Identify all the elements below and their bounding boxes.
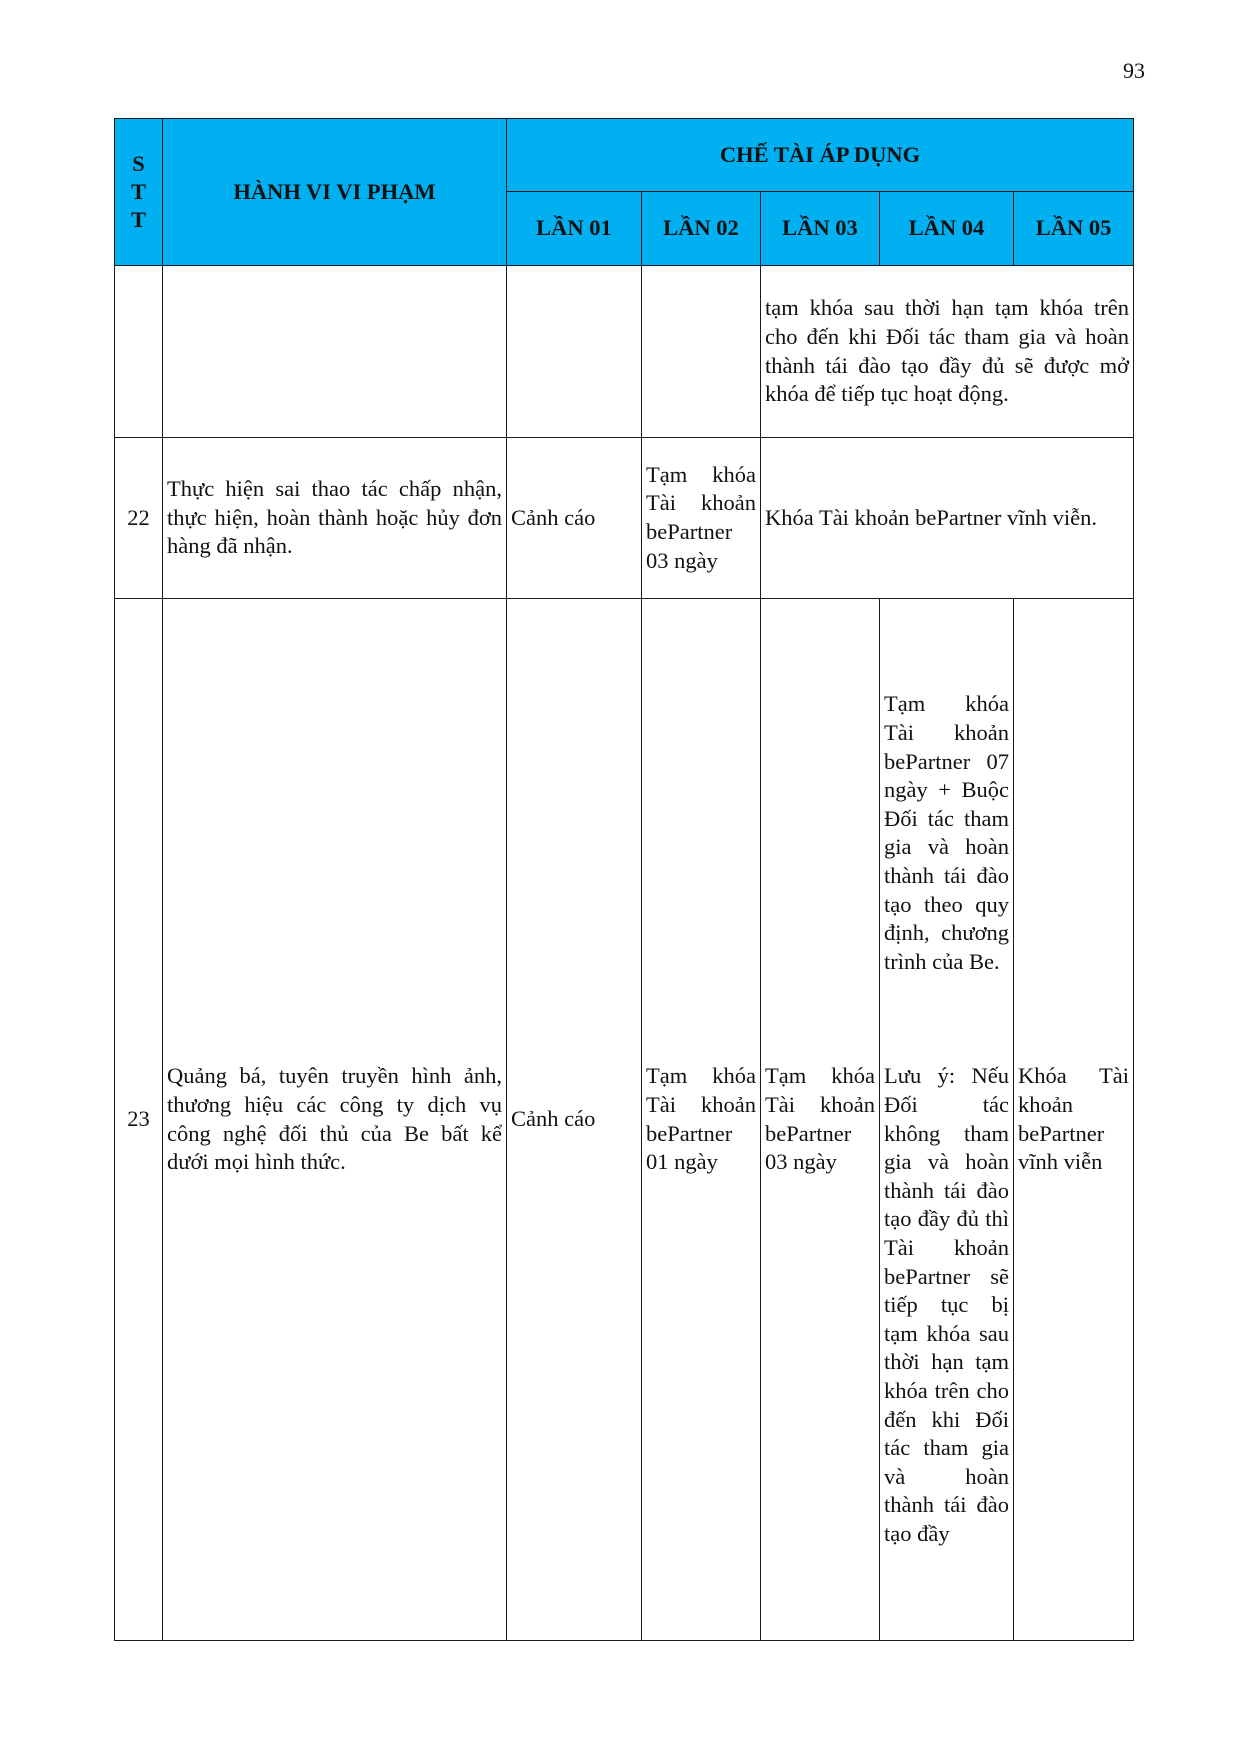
stt-header (115, 119, 163, 266)
cell-lan-02: Tạm khóa Tài khoản bePartner 01 ngày (642, 599, 761, 1641)
cell-stt: 23 (115, 599, 163, 1641)
cell-lan-04 (880, 599, 1014, 1641)
cell-lan-03: Tạm khóa Tài khoản bePartner 03 ngày (761, 599, 880, 1641)
stt-header-char: T (130, 179, 146, 204)
header-row-top (115, 119, 1134, 192)
header-lan-02: LẦN 02 (642, 192, 761, 266)
sanctions-table (114, 118, 1134, 1641)
stt-header-char: T (130, 207, 146, 232)
cell-lan-03-05: Khóa Tài khoản bePartner vĩnh viễn. (761, 438, 1134, 599)
header-lan-04: LẦN 04 (880, 192, 1014, 266)
note-spacer (884, 976, 1009, 1062)
header-lan-01: LẦN 01 (507, 192, 642, 266)
cell-lan-01: Cảnh cáo (507, 438, 642, 599)
page-number: 93 (1123, 58, 1145, 83)
cell-lan-05: Khóa Tài khoản bePartner vĩnh viễn (1014, 599, 1134, 1641)
lan-04-main-text: Tạm khóa Tài khoản bePartner 07 ngày + Buộc Đối tác tham gia và hoàn thành tái đào tạo theo quy định, chương trình của Be. (884, 691, 1009, 974)
lan-04-note-text: Lưu ý: Nếu Đối tác không tham gia và hoàn thành tái đào tạo đầy đủ thì Tài khoản bePartner sẽ tiếp tục bị tạm khóa sau thời hạn tạm khóa trên cho đến khi Đối tác tham gia và hoàn thành tái đào tạo đầy (884, 1063, 1009, 1546)
cell-stt: 22 (115, 438, 163, 599)
table-row-22 (115, 438, 1134, 599)
cell-lan-02 (642, 266, 761, 438)
cell-violation: Thực hiện sai thao tác chấp nhận, thực hiện, hoàn thành hoặc hủy đơn hàng đã nhận. (163, 438, 507, 599)
table-row-23 (115, 599, 1134, 1641)
stt-header-char: S (132, 151, 145, 176)
cell-violation (163, 266, 507, 438)
cell-lan-01 (507, 266, 642, 438)
cell-lan-01: Cảnh cáo (507, 599, 642, 1641)
sanction-group-header: CHẾ TÀI ÁP DỤNG (507, 119, 1134, 192)
table-row-continued (115, 266, 1134, 438)
header-lan-05: LẦN 05 (1014, 192, 1134, 266)
cell-lan-03-05: tạm khóa sau thời hạn tạm khóa trên cho đến khi Đối tác tham gia và hoàn thành tái đào tạo đầy đủ sẽ được mở khóa để tiếp tục hoạt động. (761, 266, 1134, 438)
violation-header: HÀNH VI VI PHẠM (163, 119, 507, 266)
cell-violation: Quảng bá, tuyên truyền hình ảnh, thương hiệu các công ty dịch vụ công nghệ đối thủ của Be bất kể dưới mọi hình thức. (163, 599, 507, 1641)
cell-stt (115, 266, 163, 438)
cell-lan-02: Tạm khóa Tài khoản bePartner 03 ngày (642, 438, 761, 599)
header-lan-03: LẦN 03 (761, 192, 880, 266)
